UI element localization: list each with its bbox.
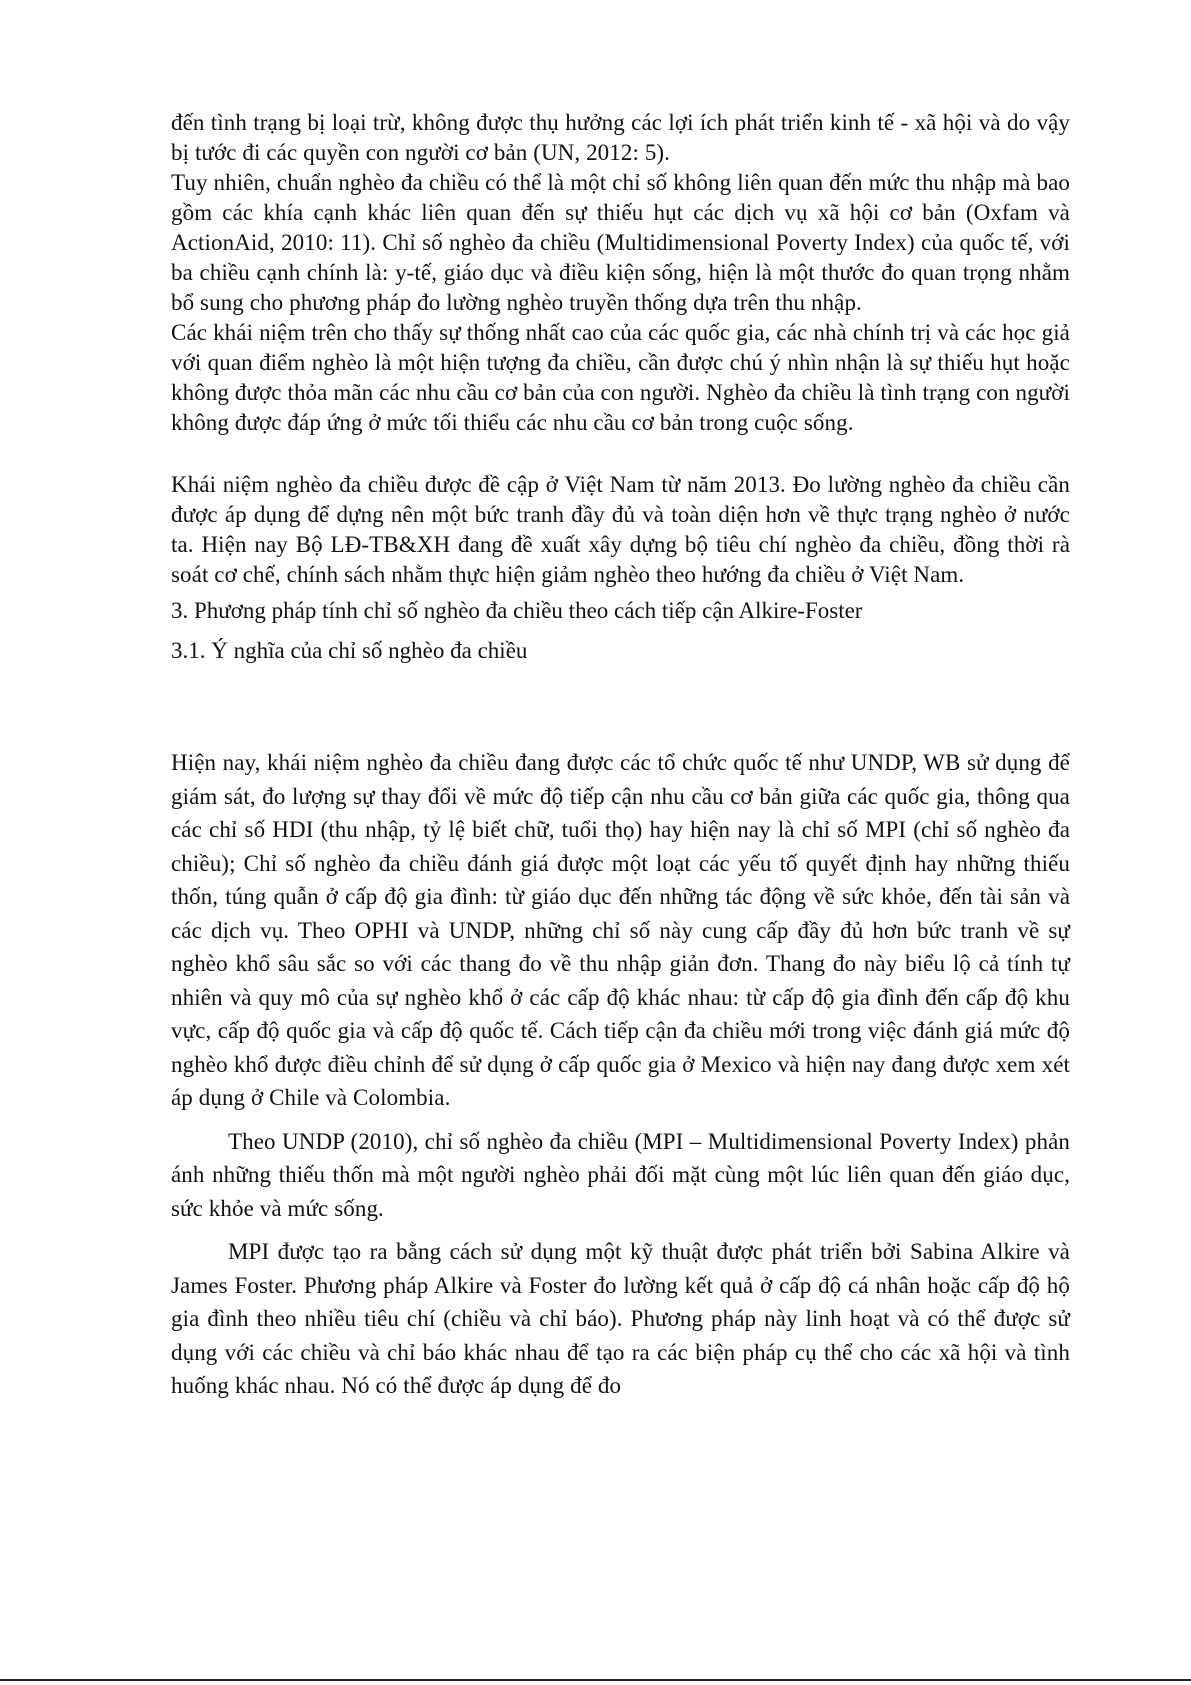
spacer bbox=[171, 438, 1070, 470]
spacer bbox=[171, 666, 1070, 746]
paragraph-vietnam: Khái niệm nghèo đa chiều được đề cập ở Việt Nam từ năm 2013. Đo lường nghèo đa chiều cần được áp dụng để dựng nên một bức tranh đầy đủ và toàn diện hơn về thực trạng nghèo ở nước ta. Hiện nay Bộ LĐ-TB&XH đang đề xuất xây dựng bộ tiêu chí nghèo đa chiều, đồng thời rà soát cơ chế, chính sách nhằm thực hiện giảm nghèo theo hướng đa chiều ở Việt Nam. bbox=[171, 472, 1070, 587]
paragraph-concept-consensus: Các khái niệm trên cho thấy sự thống nhất cao của các quốc gia, các nhà chính trị và các học giả với quan điểm nghèo là một hiện tượng đa chiều, cần được chú ý nhìn nhận là sự thiếu hụt hoặc không được thỏa mãn các nhu cầu cơ bản của con người. Nghèo đa chiều là tình trạng con người không được đáp ứng ở mức tối thiểu các nhu cầu cơ bản trong cuộc sống. bbox=[171, 320, 1070, 435]
section-heading-3: 3. Phương pháp tính chỉ số nghèo đa chiều theo cách tiếp cận Alkire-Foster bbox=[171, 598, 863, 623]
spacer bbox=[171, 1225, 1070, 1235]
body-section bbox=[171, 746, 1070, 1403]
spacer bbox=[171, 626, 1070, 636]
paragraph-exclusion: đến tình trạng bị loại trừ, không được thụ hưởng các lợi ích phát triển kinh tế - xã hội và do vậy bị tước đi các quyền con người cơ bản (UN, 2012: 5). bbox=[171, 110, 1070, 165]
paragraph-undp-definition: Theo UNDP (2010), chỉ số nghèo đa chiều (MPI – Multidimensional Poverty Index) phản ánh những thiếu thốn mà một người nghèo phải đối mặt cùng một lúc liên quan đến giáo dục, sức khỏe và mức sống. bbox=[171, 1128, 1070, 1221]
document-page bbox=[171, 108, 1070, 1403]
paragraph-multidimensional-standard: Tuy nhiên, chuẩn nghèo đa chiều có thể là một chỉ số không liên quan đến mức thu nhập mà bao gồm các khía cạnh khác liên quan đến sự thiếu hụt các dịch vụ xã hội cơ bản (Oxfam và ActionAid, 2010: 11). Chỉ số nghèo đa chiều (Multidimensional Poverty Index) của quốc tế, với ba chiều cạnh chính là: y-tế, giáo dục và điều kiện sống, hiện là một thước đo quan trọng nhằm bổ sung cho phương pháp đo lường nghèo truyền thống dựa trên thu nhập. bbox=[171, 170, 1070, 315]
spacer bbox=[171, 1115, 1070, 1125]
page-bottom-rule bbox=[0, 1679, 1191, 1681]
paragraph-alkire-foster: MPI được tạo ra bằng cách sử dụng một kỹ thuật được phát triển bởi Sabina Alkire và James Foster. Phương pháp Alkire và Foster đo lường kết quả ở cấp độ cá nhân hoặc cấp độ hộ gia đình theo nhiều tiêu chí (chiều và chỉ báo). Phương pháp này linh hoạt và có thể được sử dụng với các chiều và chỉ báo khác nhau để tạo ra các biện pháp cụ thể cho các xã hội và tình huống khác nhau. Nó có thể được áp dụng để đo bbox=[171, 1239, 1070, 1398]
section-heading-3-1: 3.1. Ý nghĩa của chỉ số nghèo đa chiều bbox=[171, 638, 528, 663]
paragraph-mpi-usage: Hiện nay, khái niệm nghèo đa chiều đang được các tổ chức quốc tế như UNDP, WB sử dụng để giám sát, đo lượng sự thay đổi về mức độ tiếp cận nhu cầu cơ bản giữa các quốc gia, thông qua các chỉ số HDI (thu nhập, tỷ lệ biết chữ, tuổi thọ) hay hiện nay là chỉ số MPI (chỉ số nghèo đa chiều); Chỉ số nghèo đa chiều đánh giá được một loạt các yếu tố quyết định hay những thiếu thốn, túng quẫn ở cấp độ gia đình: từ giáo dục đến những tác động về sức khỏe, đến tài sản và các dịch vụ. Theo OPHI và UNDP, những chỉ số này cung cấp đầy đủ hơn bức tranh về sự nghèo khổ sâu sắc so với các thang đo về thu nhập giản đơn. Thang đo này biểu lộ cả tính tự nhiên và quy mô của sự nghèo khổ ở các cấp độ khác nhau: từ cấp độ gia đình đến cấp độ khu vực, cấp độ quốc gia và cấp độ quốc tế. Cách tiếp cận đa chiều mới trong việc đánh giá mức độ nghèo khổ được điều chỉnh để sử dụng ở cấp quốc gia ở Mexico và hiện nay đang được xem xét áp dụng ở Chile và Colombia. bbox=[171, 750, 1070, 1110]
